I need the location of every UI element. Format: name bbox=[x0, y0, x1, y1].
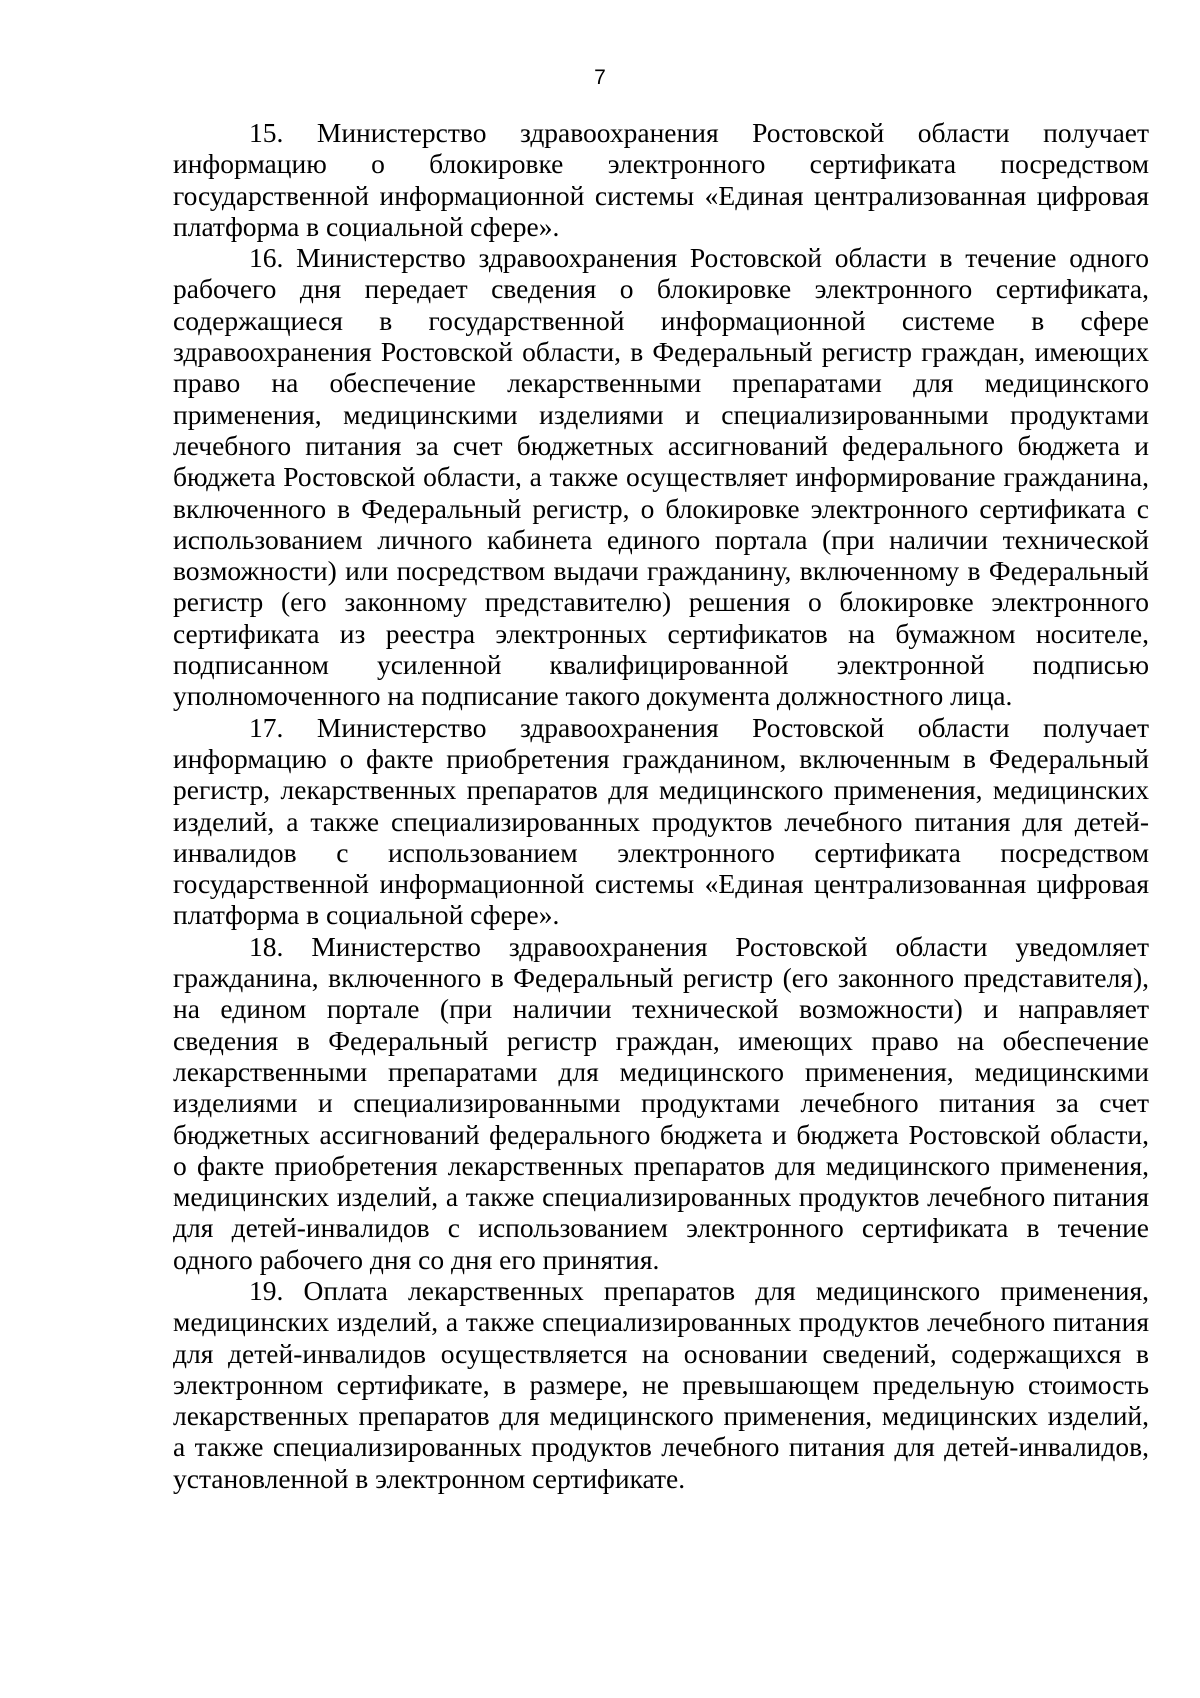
clause-number: 19. bbox=[249, 1274, 284, 1306]
document-body bbox=[173, 117, 1149, 1494]
clause-text: Министерство здравоохранения Ростовской области уведомляет гражданина, включенного в Федеральный регистр (его законного представителя), на едином портале (при наличии технической возможности) и направляет сведения в Федеральный регистр граждан, имеющих право на обеспечение лекарственными препаратами для медицинского применения, медицинскими изделиями и специализированными продуктами лечебного питания за счет бюджетных ассигнований федерального бюджета и бюджета Ростовской области, о факте приобретения лекарственных препаратов для медицинского применения, медицинских изделий, а также специализированных продуктов лечебного питания для детей-инвалидов с использованием электронного сертификата в течение одного рабочего дня со дня его принятия. bbox=[173, 930, 1149, 1275]
clause-15 bbox=[173, 117, 1149, 242]
clause-number: 16. bbox=[249, 242, 284, 274]
clause-number: 18. bbox=[249, 930, 284, 962]
clause-text: Министерство здравоохранения Ростовской области в течение одного рабочего дня передает сведения о блокировке электронного сертификата, содержащиеся в государственной информационной системе в сфере здравоохранения Ростовской области, в Федеральный регистр граждан, имеющих право на обеспечение лекарственными препаратами для медицинского применения, медицинскими изделиями и специализированными продуктами лечебного питания за счет бюджетных ассигнований федерального бюджета и бюджета Ростовской области, а также осуществляет информирование гражданина, включенного в Федеральный регистр, о блокировке электронного сертификата с использованием личного кабинета единого портала (при наличии технической возможности) или посредством выдачи гражданину, включенному в Федеральный регистр (его законному представителю) решения о блокировке электронного сертификата из реестра электронных сертификатов на бумажном носителе, подписанном усиленной квалифицированной электронной подписью уполномоченного на подписание такого документа должностного лица. bbox=[173, 242, 1149, 712]
clause-text: Министерство здравоохранения Ростовской области получает информацию о факте приобретения гражданином, включенным в Федеральный регистр, лекарственных препаратов для медицинского применения, медицинских изделий, а также специализированных продуктов лечебного питания для детей-инвалидов с использованием электронного сертификата посредством государственной информационной системы «Единая централизованная цифровая платформа в социальной сфере». bbox=[173, 711, 1149, 931]
clause-18 bbox=[173, 931, 1149, 1275]
clause-16 bbox=[173, 242, 1149, 711]
clause-text: Оплата лекарственных препаратов для медицинского применения, медицинских изделий, а также специализированных продуктов лечебного питания для детей-инвалидов осуществляется на основании сведений, содержащихся в электронном сертификате, в размере, не превышающем предельную стоимость лекарственных препаратов для медицинского применения, медицинских изделий, а также специализированных продуктов лечебного питания для детей-инвалидов, установленной в электронном сертификате. bbox=[173, 1274, 1150, 1494]
clause-text: Министерство здравоохранения Ростовской области получает информацию о блокировке электронного сертификата посредством государственной информационной системы «Единая централизованная цифровая платформа в социальной сфере». bbox=[173, 117, 1149, 242]
clause-number: 15. bbox=[249, 117, 284, 148]
page-number: 7 bbox=[594, 66, 606, 89]
clause-17 bbox=[173, 712, 1149, 931]
clause-number: 17. bbox=[249, 711, 284, 743]
clause-19 bbox=[173, 1275, 1149, 1494]
